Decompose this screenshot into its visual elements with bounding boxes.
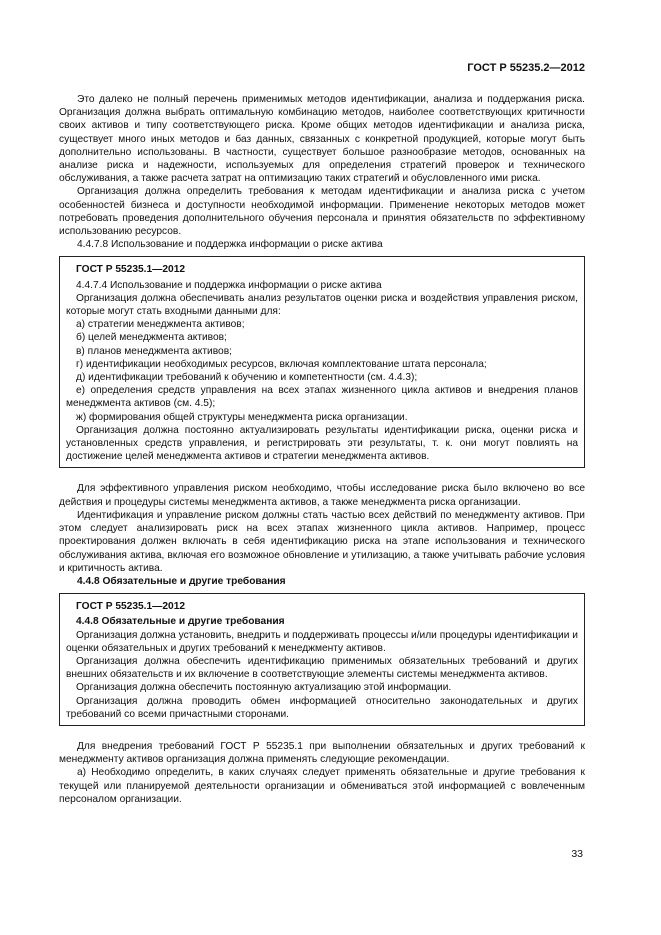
paragraph: Для эффективного управления риском необходимо, чтобы исследование риска было включено во все действия и процедуры системы менеджмента активов, а также менеджмента риска организации.	[59, 483, 585, 508]
paragraph: а) Необходимо определить, в каких случаях следует применять обязательные и другие требования к текущей или планируемой деятельности организации и обмениваться этой информацией с вовлеченным персоналом организации.	[59, 767, 585, 805]
paragraph: Идентификация и управление риском должны стать частью всех действий по менеджменту активов. При этом следует анализировать риск на всех этапах жизненного цикла активов. Например, процесс проектирования должен включать в себя идентификацию риска на этапе использования и технического обслуживания актива, включая его возможное обновление и утилизацию, а также учитывать рабочие условия и критичность актива.	[59, 509, 585, 574]
list-item: в) планов менеджмента активов;	[76, 345, 232, 357]
quoted-standard-box-448	[59, 593, 585, 726]
document-header: ГОСТ Р 55235.2—2012	[467, 62, 585, 74]
box-closing: Организация должна постоянно актуализировать результаты идентификации риска, оценки риска и установленных средств управления, и регистрировать эти результаты, т. к. они могут повлиять на достижение целей менеджмента активов и стратегии менеджмента активов.	[66, 424, 578, 463]
paragraph: Для внедрения требований ГОСТ Р 55235.1 при выполнении обязательных и других требований к менеджменту активов организация должна применять следующие рекомендации.	[59, 740, 585, 766]
box-subheading: 4.4.8 Обязательные и другие требования	[76, 616, 285, 628]
box-subheading: 4.4.7.4 Использование и поддержка информации о риске актива	[76, 279, 382, 291]
page-content	[59, 93, 585, 806]
list-item: ж) формирования общей структуры менеджмента риска организации.	[76, 411, 408, 423]
box-paragraph: Организация должна проводить обмен информацией относительно законодательных и других требований со всеми причастными сторонами.	[66, 695, 578, 720]
box-lead: Организация должна обеспечивать анализ результатов оценки риска и воздействия управления риском, которые могут стать входными данными для:	[66, 292, 578, 318]
page-number: 33	[571, 848, 583, 860]
box-paragraph: Организация должна установить, внедрить и поддерживать процессы и/или процедуры идентификации и оценки обязательных и других требований к менеджменту активов.	[66, 629, 578, 654]
paragraph: Это далеко не полный перечень применимых методов идентификации, анализа и поддержания риска. Организация должна выбрать оптимальную комбинацию методов, наиболее соответствующих критичности своих активов и типу соответствующего риска. Кроме общих методов идентификации и анализа риска, существует много иных методов и баз данных, связанных с конкретной продукцией, которые могут быть дополнительно использованы. В частности, существует большое разнообразие методов, основанных на анализе риска и надежности, используемых для определения стратегий проверок и технического обслуживания, а также расчета затрат на оптимизацию таких стратегий и обусловленного ими риска.	[59, 94, 585, 185]
list-item: г) идентификации необходимых ресурсов, включая комплектование штата персонала;	[76, 358, 487, 370]
section-heading-448: 4.4.8 Обязательные и другие требования	[77, 575, 286, 587]
box-title: ГОСТ Р 55235.1—2012	[76, 601, 186, 613]
list-item: а) стратегии менеджмента активов;	[76, 319, 245, 331]
box-title: ГОСТ Р 55235.1—2012	[76, 264, 186, 276]
quoted-standard-box-4474	[59, 256, 585, 468]
paragraph: Организация должна определить требования к методам идентификации и анализа риска с учетом особенностей бизнеса и доступности необходимой информации. Применение некоторых методов может потребовать проведения дополнительного обучения персонала и принятия обязательств по эффективному использованию ресурсов.	[59, 186, 585, 238]
section-heading-4478: 4.4.7.8 Использование и поддержка информации о риске актива	[77, 239, 383, 251]
box-paragraph: Организация должна обеспечить идентификацию применимых обязательных требований и других внешних обязательств и их включение в соответствующие элементы системы менеджмента активов.	[66, 655, 578, 681]
list-item: б) целей менеджмента активов;	[76, 332, 227, 344]
list-item: д) идентификации требований к обучению и компетентности (см. 4.4.3);	[76, 372, 418, 384]
box-paragraph: Организация должна обеспечить постоянную актуализацию этой информации.	[76, 682, 452, 694]
list-item: е) определения средств управления на всех этапах жизненного цикла активов и внедрения планов менеджмента активов (см. 4.5);	[66, 385, 578, 410]
